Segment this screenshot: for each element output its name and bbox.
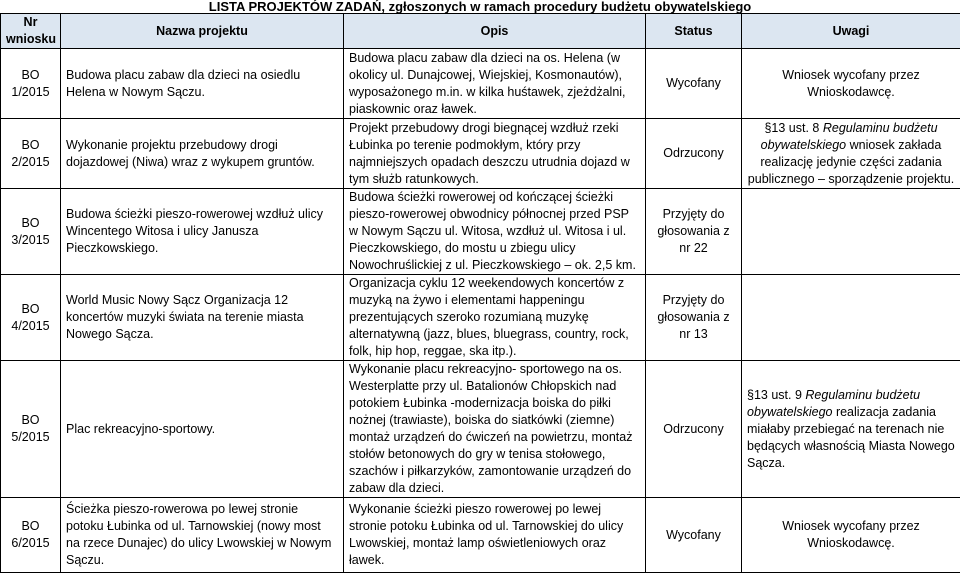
row-status: Odrzucony: [646, 119, 742, 189]
table-row: [1, 498, 960, 573]
notes-ref: §13 ust. 8: [764, 121, 819, 135]
row-status: Odrzucony: [646, 361, 742, 498]
projects-table: [0, 13, 960, 573]
notes-regulation: Regulaminu budżetu obywatelskiego: [747, 388, 920, 419]
table-row: [1, 119, 960, 189]
row-nr: BO 1/2015: [1, 49, 61, 119]
notes-text: wniosek zakłada realizację jedynie części zadania publicznego – sporządzenie projektu.: [748, 138, 954, 186]
row-desc: Wykonanie ścieżki pieszo rowerowej po lewej stronie potoku Łubinka od ul. Tarnowskiej do ulicy Lwowskiej, montaż lamp oświetleniowych oraz ławek.: [344, 498, 646, 573]
table-row: [1, 275, 960, 361]
header-desc: Opis: [344, 14, 646, 49]
row-status: Przyjęty do głosowania z nr 22: [646, 189, 742, 275]
table-row: [1, 189, 960, 275]
row-status: Wycofany: [646, 498, 742, 573]
header-name: Nazwa projektu: [61, 14, 344, 49]
row-notes: [742, 189, 960, 275]
row-desc: Projekt przebudowy drogi biegnącej wzdłuż rzeki Łubinka po terenie podmokłym, który przy najmniejszych opadach deszczu utrudnia dojazd w tym służb ratunkowych.: [344, 119, 646, 189]
row-notes: Wniosek wycofany przez Wnioskodawcę.: [742, 498, 960, 573]
row-nr: BO 3/2015: [1, 189, 61, 275]
row-status: Wycofany: [646, 49, 742, 119]
notes-regulation: Regulaminu budżetu obywatelskiego: [761, 121, 938, 152]
row-name: World Music Nowy Sącz Organizacja 12 koncertów muzyki świata na terenie miasta Nowego Sącza.: [61, 275, 344, 361]
header-nr: Nr wniosku: [1, 14, 61, 49]
row-name: Wykonanie projektu przebudowy drogi dojazdowej (Niwa) wraz z wykupem gruntów.: [61, 119, 344, 189]
row-name: Budowa ścieżki pieszo-rowerowej wzdłuż ulicy Wincentego Witosa i ulicy Janusza Pieczkowskiego.: [61, 189, 344, 275]
row-name: Budowa placu zabaw dla dzieci na osiedlu Helena w Nowym Sączu.: [61, 49, 344, 119]
row-name: Plac rekreacyjno-sportowy.: [61, 361, 344, 498]
row-desc: Wykonanie placu rekreacyjno- sportowego na os. Westerplatte przy ul. Batalionów Chłopskich nad potokiem Łubinka -modernizacja boiska do piłki nożnej (trawiaste), boiska do siatkówki (ziemne) montaż urządzeń do ćwiczeń na powietrzu, montaż stołów betonowych do gry w tenisa stołowego, szachów i piłkarzyków, zamontowanie urządzeń do zabaw dla dzieci.: [344, 361, 646, 498]
document-title: LISTA PROJEKTÓW ZADAŃ, zgłoszonych w ramach procedury budżetu obywatelskiego: [0, 0, 960, 14]
notes-text: realizacja zadania miałaby przebiegać na terenach nie będących własnością Miasta Nowego Sącza.: [747, 405, 955, 470]
header-status: Status: [646, 14, 742, 49]
row-nr: BO 6/2015: [1, 498, 61, 573]
row-notes: [742, 361, 960, 498]
row-nr: BO 5/2015: [1, 361, 61, 498]
row-desc: Budowa placu zabaw dla dzieci na os. Helena (w okolicy ul. Dunajcowej, Wiejskiej, Kosmonautów), wyposażonego m.in. w kilka huśtawek, zjeżdżalni, piaskownic oraz ławek.: [344, 49, 646, 119]
row-notes: [742, 275, 960, 361]
row-nr: BO 2/2015: [1, 119, 61, 189]
row-status: Przyjęty do głosowania z nr 13: [646, 275, 742, 361]
header-row: [1, 14, 960, 49]
header-notes: Uwagi: [742, 14, 960, 49]
row-name: Ścieżka pieszo-rowerowa po lewej stronie potoku Łubinka od ul. Tarnowskiej (nowy most na rzece Dunajec) do ulicy Lwowskiej w Nowym Sączu.: [61, 498, 344, 573]
row-desc: Organizacja cyklu 12 weekendowych koncertów z muzyką na żywo i elementami happeningu prezentujących szeroko rozumianą muzykę alternatywną (jazz, blues, bluegrass, country, rock, folk, hip hop, reggae, ska itp.).: [344, 275, 646, 361]
table-row: [1, 361, 960, 498]
row-notes: Wniosek wycofany przez Wnioskodawcę.: [742, 49, 960, 119]
row-notes: [742, 119, 960, 189]
row-desc: Budowa ścieżki rowerowej od kończącej ścieżki pieszo-rowerowej obwodnicy północnej przed PSP w Nowym Sączu ul. Witosa, wzdłuż ul. Witosa i ul. Pieczkowskiego, do mostu u zbiegu ulicy Nowochruślickiej z ul. Pieczkowskiego – ok. 2,5 km.: [344, 189, 646, 275]
notes-ref: §13 ust. 9: [747, 388, 802, 402]
row-nr: BO 4/2015: [1, 275, 61, 361]
table-row: [1, 49, 960, 119]
